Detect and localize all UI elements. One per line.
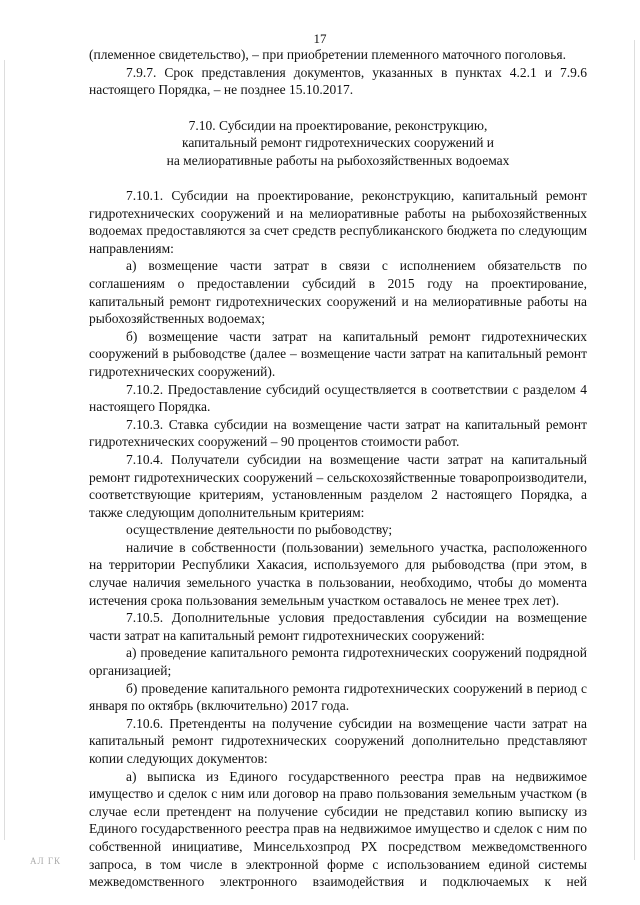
paragraph-7-10-4: 7.10.4. Получатели субсидии на возмещение части затрат на капитальный ремонт гидротехнических сооружений – сельскохозяйственные товаропроизводители, соответствующие критериям, установленным разделом 2 настоящего Порядка, а также следующим дополнительным критериям:: [89, 451, 587, 520]
paragraph-condition-a: а) проведение капитального ремонта гидротехнических сооружений подрядной организацией;: [89, 645, 587, 679]
scan-edge-line: [634, 40, 635, 860]
paragraph-item-b: б) возмещение части затрат на капитальный ремонт гидротехнических сооружений в рыбоводстве (далее – возмещение части затрат на капитальный ремонт гидротехнических сооружений).: [89, 328, 587, 379]
paragraph-condition-b: б) проведение капитального ремонта гидротехнических сооружений в период с января по октябрь (включительно) 2017 года.: [89, 680, 587, 714]
scan-footer-mark: АЛ ГК: [30, 856, 62, 866]
paragraph-7-10-6: 7.10.6. Претенденты на получение субсидии на возмещение части затрат на капитальный ремонт гидротехнических сооружений дополнительно представляют копии следующих документов:: [89, 715, 587, 766]
paragraph-continuation: (племенное свидетельство), – при приобретении племенного маточного поголовья.: [89, 47, 566, 62]
paragraph-7-10-2: 7.10.2. Предоставление субсидий осуществляется в соответствии с разделом 4 настоящего Порядка.: [89, 381, 587, 415]
section-title: [89, 117, 587, 169]
section-title-line: 7.10. Субсидии на проектирование, реконструкцию,: [188, 117, 488, 133]
page-number: 17: [313, 31, 327, 46]
paragraph-7-10-1: 7.10.1. Субсидии на проектирование, реконструкцию, капитальный ремонт гидротехнических сооружений и на мелиоративные работы на рыбохозяйственных водоемах предоставляются за счет средств республиканского бюджета по следующим направлениям:: [89, 188, 587, 256]
section-title-line: капитальный ремонт гидротехнических сооружений и: [181, 135, 495, 151]
paragraph-item-a: а) возмещение части затрат в связи с исполнением обязательств по соглашениям о предоставлении субсидий в 2015 году на проектирование, капитальный ремонт гидротехнических сооружений и на мелиоративные работы на рыбохозяйственных водоемах;: [89, 258, 587, 327]
paragraph-7-9-7: 7.9.7. Срок представления документов, указанных в пунктах 4.2.1 и 7.9.6 настоящего Порядка, – не позднее 15.10.2017.: [89, 64, 587, 98]
paragraph-criterion-1: осуществление деятельности по рыбоводству;: [126, 522, 393, 538]
scan-edge-line: [4, 60, 5, 840]
paragraph-7-10-3: 7.10.3. Ставка субсидии на возмещение части затрат на капитальный ремонт гидротехнических сооружений – 90 процентов стоимости работ.: [89, 416, 587, 450]
document-body: [89, 46, 587, 891]
section-title-line: на мелиоративные работы на рыбохозяйственных водоемах: [166, 152, 510, 168]
paragraph-7-10-5: 7.10.5. Дополнительные условия предоставления субсидии на возмещение части затрат на капитальный ремонт гидротехнических сооружений:: [89, 610, 587, 643]
paragraph-criterion-2: наличие в собственности (пользовании) земельного участка, расположенного на территории Республики Хакасия, используемого для рыбоводства (при этом, в случае наличия земельного участка в пользовании, необходимо, чтобы до момента истечения срока пользования земельным участком оставалось не менее трех лет).: [89, 539, 587, 608]
paragraph-document-a: а) выписка из Единого государственного реестра прав на недвижимое имущество и сделок с ним или договор на право пользования земельным участком (в случае если претендент на получение субсидии не представил копию выписку из Единого государственного реестра прав на недвижимое имущество и сделок с ним по собственной инициативе, Минсельхозпрод РХ посредством межведомственного запроса, в том числе в электронной форме с использованием единой системы межведомственного электронного взаимодействия и подключаемых к ней: [89, 768, 587, 890]
